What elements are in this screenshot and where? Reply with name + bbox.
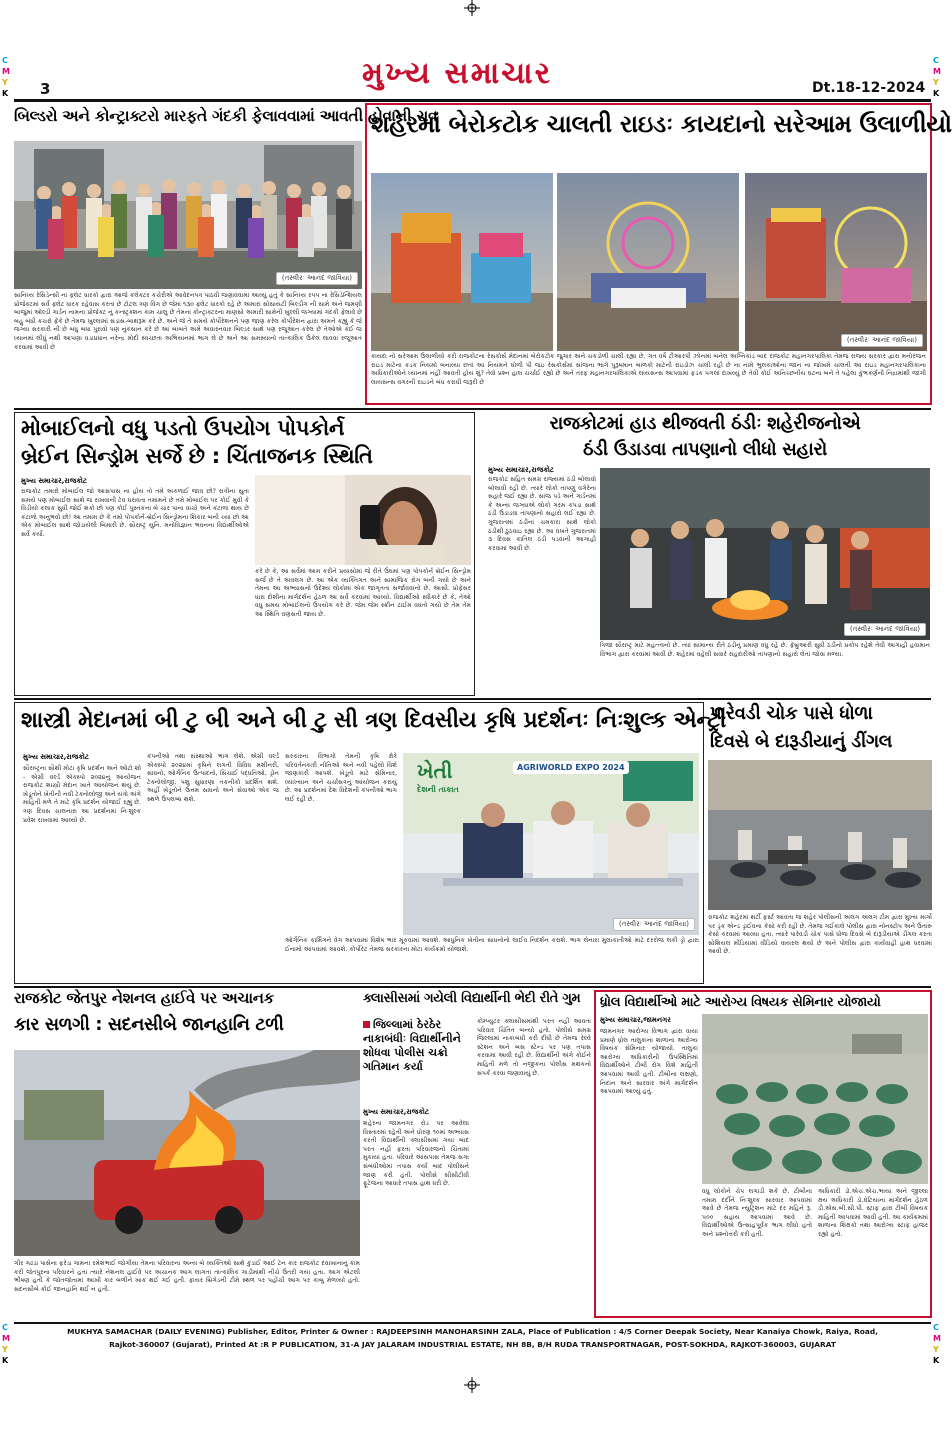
cold-body-bottom: ત્રિજા સૌરાષ્ટ્ર માટે મહત્ત્વનો છે. ત્યાં સામાન્ય રીતે ઠંડીનું પ્રમાણ વધુ રહે છે. ફેબ્રુઆરી સુધી ઠંડીનો પ્રકોપ રહેશે તેવી આગાહી હવામાન વિભાગ દ્વારા કરવામાં આવી છે. શહેરમાં વહેલી સવારે રાહદારીઓ તાપણાનો સહારો લેતાં જોવા મળ્યા. [600,642,930,658]
cold-headline-line1: રાજકોટમાં હાડ થીજવતી ઠંડીઃ શહેરીજનોએ [549,413,861,434]
student-body-col1: શહેરના જામનગર રોડ પર આવેલા વિસ્તારમાં રહેતી અને ધોરણ ૧૦માં અભ્યાસ કરતી વિદ્યાર્થીની ક્લાસીસમાં ગયા બાદ પરત નહીં ફરતા પરિવારજનો ચિંતામાં મુકાયા હતા. પરિવારે આસપાસ તેમજ સગા સંબંધીઓમાં તપાસ કર્યા બાદ પોલીસને જાણ કરી હતી. પોલીસે સીસીટીવી ફૂટેજના આધારે તપાસ હાથ ધરી છે. [363,1120,469,1188]
rides-photo [371,173,927,351]
seminar-body-top: જામનગર આરોગ્ય વિભાગ દ્વારા વાયા પ્રમાણે ધ્રોલ તાલુકાના શાળાના આરોગ્ય વિષયક સેમિનાર યોજાયો. તાલુકા આરોગ્ય અધિકારીની ઉપસ્થિતિમાં વિદ્યાર્થીઓને ટીબી રોગ વિશે માહિતી આપવામાં આવી હતી. ટીબીના લક્ષણો, નિદાન અને સારવાર અંગે માર્ગદર્શન આપવામાં આવ્યું હતું. [600,1028,698,1096]
parevdi-headline-line2: દિવસે બે દારૂડીયાનું ડીંગલ [710,731,893,752]
footer-imprint-line1: MUKHYA SAMACHAR (DAILY EVENING) Publisher, Editor, Printer & Owner : RAJDEEPSINH MANOHARSINH ZALA, Place of Publication : 4/5 Corner Deepak Society, Near Kanaiya Chowk, Raiya, Road, [67,1327,878,1336]
cmyk-strip-right: C M Y K [933,56,941,98]
student-byline: મુખ્ય સમાચાર,રાજકોટ [363,1108,430,1116]
cmyk-strip-left-bottom: C M Y K [2,1323,10,1365]
cmyk-strip-right-bottom: C M Y K [933,1323,941,1365]
car-fire-headline-line1: રાજકોટ જેતપુર નેશનલ હાઈવે પર અચાનક [14,989,274,1007]
footer-imprint-line2: Rajkot-360007 (Gujarat), Printed At :R P PUBLICATION, 31-A JAY JALARAM INDUSTRIAL ESTATE, NH 8B, B/H RUDA TRANSPORTNAGAR, POST-SOKHDA, RAJKOT-360003, GUJARAT [109,1340,836,1349]
student-headline: ક્લાસીસમાં ગયેલી વિદ્યાર્થીની ભેદી રીતે ગુમ [363,991,581,1006]
builders-photo-credit: (તસ્વીરઃ આનંદ જાવિયા) [276,272,358,285]
student-subheading [363,1018,469,1088]
seminar-box [594,990,932,1318]
popcorn-photo [255,475,471,565]
cold-photo [600,468,930,640]
agri-byline: મુખ્ય સમાચાર,રાજકોટ [23,753,90,761]
header-rule [14,99,931,102]
footer-rule [14,1322,931,1324]
popcorn-headline-line2: બ્રેઈન સિન્ડ્રોમ સર્જે છે : ચિંતાજનક સ્થિતિ [21,444,373,468]
page-date: Dt.18-12-2024 [812,80,926,96]
rides-photo-credit: (તસ્વીરઃ આનંદ જાવિયા) [841,334,923,347]
popcorn-byline: મુખ્ય સમાચાર,રાજકોટ [21,477,88,485]
car-fire-photo [14,1050,360,1256]
cold-box [478,412,932,696]
registration-mark-bottom [464,1377,480,1393]
cold-headline-line2: ઠંડી ઉડાડવા તાપણાનો લીધો સહારો [583,439,827,460]
seminar-byline: મુખ્ય સમાચાર,જામનગર [600,1016,671,1024]
car-fire-body: ગીર ગઢડા પાસેના ફરેડા ગામના રમેશભાઈ જોગીયા તેમના પરિવારના અન્ય બે વ્યક્તિઓ સાથે કુંડાઈ આઈ ટેન કાર રાજકોટ દવાખાનાનું કામ કરી જેતપુરના પરિવારને હતા ત્યારે નેશનલ હાઈવે પર અચાનક આગ લાગતા તાત્કાલિક ગાડીમાંથી નીચે ઉતરી ગયા હતા. આગ એટલી ભીષણ હતી કે જોતજોતામાં આખી કાર બળીને ખાક થઈ ગઈ હતી. ફાયર બ્રિગેડની ટીમે સ્થળ પર પહોંચી આગ પર કાબુ મેળવ્યો હતો. સદનસીબે કોઈ જાનહાનિ થઈ ન હતી. [14,1260,360,1293]
agri-box [14,702,726,984]
registration-mark-top [464,0,480,16]
parevdi-headline-line1: પારેવડી ચોક પાસે ધોળા [710,703,873,724]
rides-box [365,103,952,405]
row2-rule [14,698,931,700]
student-subheading-text: જિલ્લામાં ઠેરઠેર નાકાબંધીઃ વિદ્યાર્થીનીને શોધવા પોલીસ ચક્રો ગતિમાન કર્યા [363,1018,461,1073]
popcorn-body-col2: કરે છે કે, આ સર્વેમાં આમ કરીને પ્રયાસોમાં જે રીતે ઉંઘમાં પણ પોપકોર્ન બ્રેઈન સિન્ડ્રોમ સર્જે છે તે અવલગ છે. આ એક વ્યક્તિગત અને સામાજિક રોગ બની ગયો છે અને તેમના આ અભ્યાસનો ઉદેશ્ય લોકોમાં એક જાગૃતતા સર્જાવવાનો છે. આસી. પ્રોફેસર ધારા દોશીના માર્ગદર્શન હેઠળ આ સર્વે કરવામાં આવ્યો. વિદ્યાર્થીઓ સ્વીકારે છે કે, તેઓ વધુ સમય મોબાઈલનો ઉપયોગ કરે છે. જેમ જેમ સ્ક્રીન ટાઈમ વધતો ગયો છે તેમ તેમ આ સ્થિતિ વણસતી જાય છે. [255,568,471,618]
agri-banner-event: AGRIWORLD EXPO 2024 [513,761,629,774]
agri-body-right: સરકારના વિભાગો તેમની કૃષિ ક્ષેત્રે પરિવર્તનકારી નીતિઓ અને નવી પહેલો વિશે જાણકારી આપશે. ખેડૂતો માટે સેમિનાર, વ્યાખ્યાન અને ચર્ચાસત્રનું આયોજન કરાયું છે. આ પ્રદર્શનમાં દેશ વિદેશની કંપનીઓ ભાગ લઈ રહી છે. [285,753,397,803]
seminar-body-bottom-left: વધુ લોકોને ચેપ લગાડી શકે છે. ટીબીના તમામ દર્દીને નિઃશુલ્ક સારવાર આપવામાં આવે છે તેમજ ન્યુટ્રિશન માટે દર મહિને રૂ. ૫૦૦ સહાય આપવામાં આવે છે. વિદ્યાર્થીઓએ ઉત્સાહપૂર્વક ભાગ લીધો હતો અને પ્રશ્નોત્તરી કરી હતી. [702,1188,812,1238]
car-fire-headline-line2: કાર સળગી : સદનસીબે જાનહાનિ ટળી [14,1015,284,1035]
agri-banner-title: ખેતી [417,759,453,783]
student-body-col2: કોમ્પ્યુટર ક્લાસીસમાંથી પરત નહીં આવતા પરિવાર ચિંતિત બન્યો હતો. પોલીસે સમગ્ર જિલ્લામાં નાકાબંધી કરી દીધી છે તેમજ રેલ્વે સ્ટેશન અને બસ સ્ટેન્ડ પર પણ તપાસ કરવામાં આવી રહી છે. વિદ્યાર્થીની અંગે કોઈને માહિતી મળે તો નજીકના પોલીસ મથકનો સંપર્ક કરવા જણાવાયું છે. [477,1018,591,1077]
cmyk-strip-left: C M Y K [2,56,10,98]
parevdi-box [708,702,932,984]
popcorn-box [14,412,475,696]
agri-headline: શાસ્ત્રી મેદાનમાં બી ટુ બી અને બી ટુ સી ત્રણ દિવસીય કૃષિ પ્રદર્શનઃ નિઃશુલ્ક એન્ટ્રી [21,708,726,733]
page-number: 3 [40,80,51,98]
masthead: મુખ્ય સમાચાર [362,56,553,91]
student-marker-icon [363,1021,370,1028]
cold-photo-credit: (તસ્વીરઃ આનંદ જાવિયા) [844,623,926,636]
cold-byline: મુખ્ય સમાચાર,રાજકોટ [488,466,555,474]
agri-banner-subtitle: દેશની તાકાત [417,785,459,794]
rides-body: કાયદા નો સરેઆમ ઉલાળીયો કરી રાજકોટના રેસકોર્સ મેદાનમાં બેરોકટોક જુગાર અને ચકડોળી ચાલી રહ્યા છે. ગત વર્ષે ટીઆરપી ઝોનમાં બનેલ અગ્નિકાંડ બાદ રાજકોટ મહાનગરપાલિકા તેમજ રાજ્ય સરકાર દ્વારા મનોરંજન રાઇડ માટેના કડક નિયમો બનાવ્યા છતાં આ નિયમને ઘોળી પી જઇ રેસકોર્સમાં સાંજના ભાગે પુરૂષમાન બાળકો માટેની રાઇડોઝ ચાલી રહી છે ના નામે ભુલકાઓના જાન ના જોખમે ચાલતી આ રાઇડ મહાનગરપાલિકાના અધિકારીઓને ધ્યાનમાં નહીં આવતી હોય શું? તેવો પ્રશ્ન હાલ ચર્ચાઈ રહ્યો છે અને તરફ મહાનગરપાલિકાએ લાયસન્સ આપવામાં ફડક પગલાં દાખવ્યું છે તેવી કોઈ અનિચ્છનીય ઘટના બને તે પહેલા કુંભકર્ણની નિદ્રામાંથી જાગી લાયસન્સ વગરની રાઇડને બંધ કરાવી જરૂરી છે [371,353,926,386]
popcorn-body-col1: રાજકોટ તમારો મોબાઈલ જો આસપાસ ના હોય તો તમે અકળાઈ જાવ છો? રાત્રીના સુતા સમયે પણ મોબાઈલ સાથે જ રાખવાની ટેવ ધરાવતા તમામને છે તમે મોબાઈલ પર કોઈ મુવી કે વિડીયો કલાક સુધી જોઈ શકો છો પણ કોઈ પુસ્તકના બે ચાર પાના વાંચો અને કંટાળા થાય છે કંટાળો અનુભવો છો! આ તમામ છે કે તમો પોપકોર્ન-બ્રેઈન સિન્ડ્રોમના શિકાર બની ચ્યા છો આ એક મોબાઈલ સાથે જોડાયેલી બિમારી છે. સૌરાષ્ટ્ર યુનિ. મનોવિજ્ઞાન ભવનના વિદ્યાર્થીઓએ સર્વે કર્યો. [21,488,249,538]
agri-photo [403,753,699,935]
parevdi-photo [708,760,932,910]
seminar-body-bottom-right: અધિકારી ડો.એચ.એચ.ભાયા અને જીલ્લા ક્ષય અધિકારી ડો.ઘેટિયાના માર્ગદર્શન હેઠળ ડી.એસ.બી.સી.પી. સ્ટાફ દ્વારા ટીબી વિષયક માહિતી આપવામાં આવી હતી. આ કાર્યક્રમમાં શાળાના શિક્ષકો તથા આરોગ્ય સ્ટાફ હાજર રહ્યો હતો. [818,1188,928,1238]
builders-headline: બિલ્ડરો અને કોન્ટ્રાક્ટરો મારફતે ગંદકી ફેલાવવામાં આવતી હોવાની રાવ [14,107,438,125]
parevdi-body: રાજકોટ શહેરમાં થર્ટી ફર્સ્ટ આવતા જ શહેર પોલીસની અલગ અલગ ટીમ દ્વારા મુખ્ય માર્ગો પર ડ્રંક એન્ડ ડ્રાઈવના કેસો કરી રહી છે. તેમજ ગઈકાલે પોલીસ દ્વારા નોનસ્ટોપ અને ઉતારુ કેસો કરવામાં આવ્યા હતા. ત્યારે પારેવડી ચોક પાસે ધોળા દિવસે બે દારૂડીયાએ ડીંગલ કરતા સોશિયલ મીડિયામાં વીડિયો વાયરલ થયો છે અને પોલીસ દ્વારા કાર્યવાહી હાથ ધરવામાં આવી છે. [708,914,932,956]
car-fire-box [14,988,360,1318]
seminar-photo [702,1014,928,1184]
popcorn-headline-line1: મોબાઈલનો વધુ પડતો ઉપયોગ પોપકોર્ન [21,416,345,440]
student-box [363,988,591,1318]
builders-body: સાનિધ્ય રેસિડેન્સી ના ફ્લેટ ધારકો દ્વારા આજે કલેક્ટર કચેરીએ આવેદનપત્ર પાઠવી જણાવવામાં આવ્યું હતું કે સાનિધ્ય રપ૫ ના રેસિડેન્શિયલ પ્રોજેક્ટમાં સર્વે ફ્લેટ ધારક રહેવાસ કરતાં છે ટોટલ ત્રણ વિંગ છે જેમાં ૧૩૦ ફ્લેટ ધારકો રહે છે અમારા સોસાયટી બિલ્ડીંગ ની સામે અને જમણી બાજુમાં ઓલ્ડી ગાર્ડન નામના પ્રોજેક્ટ નું કન્સ્ટ્રક્શન કામ ચાલુ છે તેમના કોન્ટ્રાક્ટરના માણસો અમારી સામેની ખુલ્લી જગ્યામાં ગંદકી ફેલાવે છે બહુ બધી કચરો ફેંકે છે તેમજ ખુલ્લામાં સંડાસ-બાથરૂમ કરે છે. અને જે તે સમયે કોર્પોરેશનને પણ જાણ કરેલ કોર્પોરેશન દ્વારા અમને કહ્યું કે જે જગ્યા સરકારી ની છે બધુ બધા પુરાવો પણ નુકસાન કરે છે આ બાબતે અમે અવારનવાર બિલ્ડર સાથે પણ રજૂઆત કરેલ છે તેઓએ કંઈ જ ધ્યાનમાં લીધું નથી આપણા વડાપ્રધાન નરેન્દ્ર મોદી સ્વચ્છતા અભિયાનમાં ભાગ લે છે અને આ સમસ્યાનો તાત્કાલિક ઉકેલ લાવવા રજૂઆત કરવામાં આવી છે [14,292,362,351]
builders-photo [14,141,362,289]
cold-body-left: રાજકોટ સહિત સમગ્ર રાજ્યમાં ઠંડી બોલાવો બોલાવી રહી છે. ત્યારે લોકો તાપણું વગેરેના સહારે જઈ રહ્યા છે. સાંજ પડે અને ગાર્ડનમાં કે અન્ય જગ્યાએ લોકો ગરમ કપડા સાથે ઠંડી ઉડાડવા તાપણાનો સહારો લઈ રહ્યા છે. ગુજરાતમાં ઠંડીના ચમકારા સાથે લોકો ઠંડીથી ઠુંઠવાઇ રહ્યા છે. આ વખતે ગુજરાતમાં ૩ દિવસ કાતિલ ઠંડી પડવાની આગાહી કરવામાં આવી છે. [488,476,596,552]
row1-rule [14,408,931,410]
seminar-headline: ધ્રોલ વિદ્યાર્થીઓ માટે આરોગ્ય વિષયક સેમિનાર યોજાયો [600,995,881,1010]
agri-body-bottom: ઓર્ગેનિક કાર્મિંગને વેગ આપવામાં વિશેષ ભાર મૂકવામાં આવશે. આધુનિક ખેતીના સાધનોનો લાઈવ નિદર્શન કરાશે. ભાગ લેનારા મુલાકાતીઓ માટે દરરોજ લકી ડ્રો દ્વારા ઈનામો આપવામાં આવશે. કોર્પોરેટ તેમજ સરકારના મોટા કાર્યક્રમો યોજાશે. [285,937,699,953]
rides-headline: શહેરમાં બેરોકટોક ચાલતી રાઇડઃ કાયદાનો સરેઆમ ઉલાળીયો [371,110,952,138]
agri-body-mid: કંપનીઓ તથા સંસ્થાઓ ભાગ લેશે. એગ્રી વર્લ્ડ એક્સ્પો ૨૦૨૪માં કૃષિને લગતી વિવિધ મશીનરી, સાધનો, ઓર્ગેનિક ઉત્પાદનો, સિંચાઈ પદ્ધતિઓ, ડ્રોન ટેક્નોલોજી, પશુ સુધારણા તકનીકો પ્રદર્શિત થશે. અહીં ખેડૂતોને ઉત્તમ સાધનો અને સેવાઓ એક જ સ્થળે ઉપલબ્ધ થશે. [147,753,279,803]
agri-photo-credit: (તસ્વીરઃ આનંદ જાવિયા) [613,918,695,931]
agri-body-left: સૌરાષ્ટ્રના સૌથી મોટા કૃષિ પ્રદર્શન અને ઓટો શો - એગ્રી વર્લ્ડ એક્સ્પો ૨૦૨૪નું આયોજન રાજકોટ શાસ્ત્રી મેદાન ખાતે આયોજન થયું છે. ખેડૂતોને ખેતીની નવી ટેક્નોલોજી અને યંત્રો અંગે માહિતી મળે તે માટે કૃષિ પ્રદર્શન યોજાઈ રહ્યું છે. ત્રણ દિવસ ચાલનારા આ પ્રદર્શનમાં નિઃશુલ્ક પ્રવેશ રાખવામાં આવ્યો છે. [23,765,141,824]
